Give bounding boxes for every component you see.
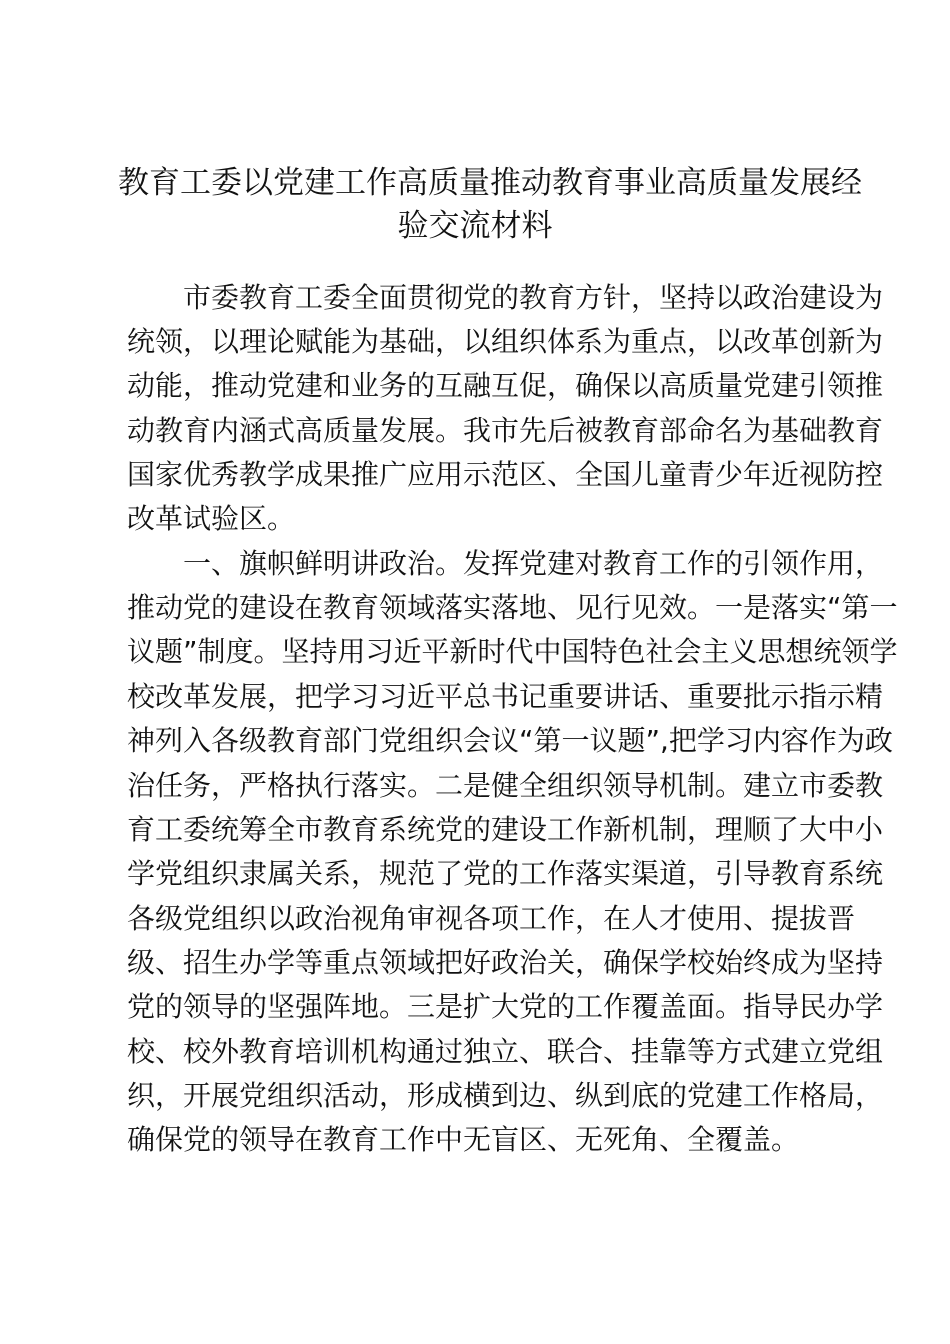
paragraph-1-line-4: 动教育内涵式高质量发展。我市先后被教育部命名为基础教育 [127,414,884,447]
paragraph-1-line-5: 国家优秀教学成果推广应用示范区、全国儿童青少年近视防控 [127,458,884,491]
paragraph-2-line-8: 学党组织隶属关系，规范了党的工作落实渠道，引导教育系统 [127,857,884,890]
paragraph-1-line-1: 市委教育工委全面贯彻党的教育方针，坚持以政治建设为 [183,281,884,314]
paragraph-2-line-4: 校改革发展，把学习习近平总书记重要讲话、重要批示指示精 [127,680,884,713]
paragraph-2-line-9: 各级党组织以政治视角审视各项工作，在人才使用、提拔晋 [127,902,856,935]
paragraph-1-line-2: 统领，以理论赋能为基础，以组织体系为重点，以改革创新为 [127,325,884,358]
paragraph-1-line-6: 改革试验区。 [127,502,296,535]
paragraph-2-line-5: 神列入各级教育部门党组织会议“第一议题”,把学习内容作为政 [127,724,893,757]
paragraph-2-line-2: 推动党的建设在教育领域落实落地、见行见效。一是落实“第一 [127,591,898,624]
paragraph-2-line-12: 校、校外教育培训机构通过独立、联合、挂靠等方式建立党组 [127,1035,884,1068]
document-title-line-1: 教育工委以党建工作高质量推动教育事业高质量发展经 [118,165,862,201]
paragraph-2-line-13: 织，开展党组织活动，形成横到边、纵到底的党建工作格局， [127,1079,884,1112]
paragraph-2-line-7: 育工委统筹全市教育系统党的建设工作新机制，理顺了大中小 [127,813,884,846]
paragraph-2-line-1: 一、旗帜鲜明讲政治。发挥党建对教育工作的引领作用， [183,547,884,580]
paragraph-2-line-3: 议题”制度。坚持用习近平新时代中国特色社会主义思想统领学 [127,635,898,668]
paragraph-1-line-3: 动能，推动党建和业务的互融互促，确保以高质量党建引领推 [127,369,884,402]
document-title-line-2: 验交流材料 [397,208,553,244]
paragraph-2-line-6: 治任务，严格执行落实。二是健全组织领导机制。建立市委教 [127,769,884,802]
paragraph-2-line-11: 党的领导的坚强阵地。三是扩大党的工作覆盖面。指导民办学 [127,990,884,1023]
paragraph-2-line-14: 确保党的领导在教育工作中无盲区、无死角、全覆盖。 [127,1123,800,1156]
paragraph-2-line-10: 级、招生办学等重点领域把好政治关，确保学校始终成为坚持 [127,946,884,979]
